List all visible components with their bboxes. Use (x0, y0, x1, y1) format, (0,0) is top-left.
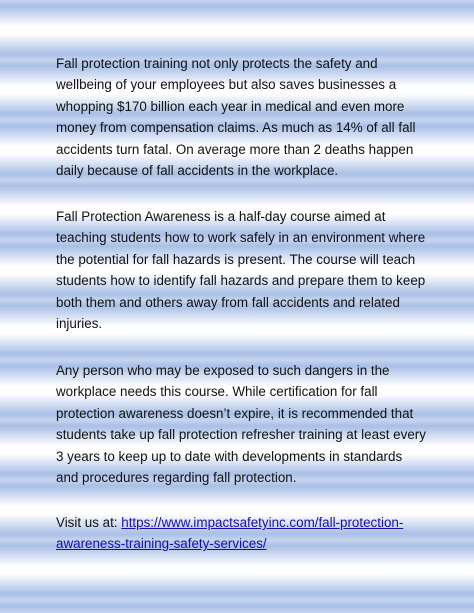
paragraph-fall-protection-benefits: Fall protection training not only protects the safety and wellbeing of your employees but also saves businesses a whopping $170 billion each year in medical and even more money from compensation claims. As much as 14% of all fall accidents turn fatal. On average more than 2 deaths happen daily because of fall accidents in the workplace. (56, 56, 416, 179)
paragraph-visit-us (56, 512, 428, 555)
visit-label: Visit us at: (56, 515, 122, 530)
paragraph-who-needs-course: Any person who may be exposed to such dangers in the workplace needs this course. While certification for fall protection awareness doesn’t expire, it is recommended that students take up fall protection refresher training at least every 3 years to keep up to date with developments in standards and procedures regarding fall protection. (56, 363, 426, 486)
course-link[interactable]: https://www.impactsafetyinc.com/fall-protection-awareness-training-safety-services/ (56, 515, 404, 552)
paragraph-course-description: Fall Protection Awareness is a half-day course aimed at teaching students how to work safely in an environment where the potential for fall hazards is present. The course will teach students how to identify fall hazards and prepare them to keep both them and others away from fall accidents and related injuries. (56, 209, 426, 332)
